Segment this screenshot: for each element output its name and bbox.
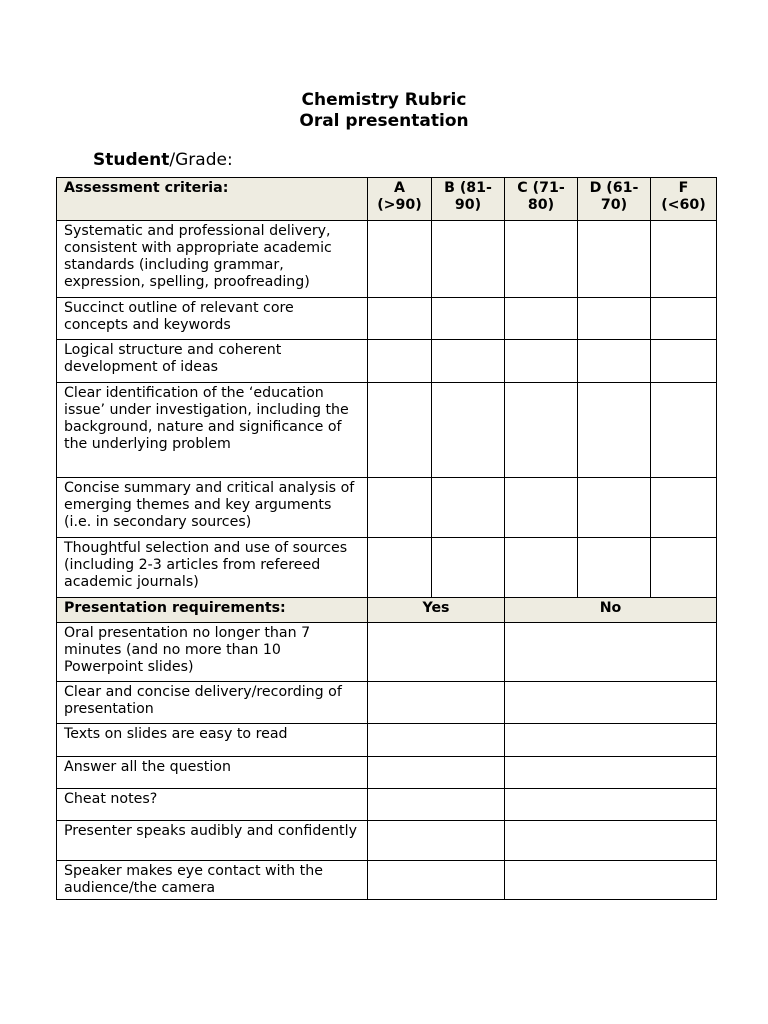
no-cell[interactable]	[505, 789, 717, 821]
no-cell[interactable]	[505, 821, 717, 861]
grade-cell-d[interactable]	[578, 383, 651, 478]
no-cell[interactable]	[505, 682, 717, 724]
grade-header-a: A (>90)	[368, 178, 432, 221]
grade-cell-a[interactable]	[368, 221, 432, 298]
no-cell[interactable]	[505, 623, 717, 682]
grade-cell-d[interactable]	[578, 221, 651, 298]
requirement-row	[57, 789, 717, 821]
criteria-row	[57, 298, 717, 340]
grade-cell-d[interactable]	[578, 478, 651, 538]
student-label: Student	[93, 150, 170, 170]
requirement-text: Texts on slides are easy to read	[57, 724, 368, 757]
no-header: No	[505, 598, 717, 623]
grade-cell-a[interactable]	[368, 383, 432, 478]
criteria-row	[57, 221, 717, 298]
assessment-criteria-header: Assessment criteria:	[57, 178, 368, 221]
criteria-text: Logical structure and coherent development of ideas	[57, 340, 368, 383]
yes-header: Yes	[368, 598, 505, 623]
requirement-row	[57, 757, 717, 789]
grade-cell-b[interactable]	[432, 340, 505, 383]
grade-cell-b[interactable]	[432, 478, 505, 538]
assessment-header-row	[57, 178, 717, 221]
title-line-1: Chemistry Rubric	[301, 90, 467, 110]
grade-cell-b[interactable]	[432, 298, 505, 340]
student-grade-label	[93, 150, 233, 170]
requirements-body	[57, 623, 717, 900]
grade-cell-c[interactable]	[505, 298, 578, 340]
yes-cell[interactable]	[368, 821, 505, 861]
criteria-text: Clear identification of the ‘education issue’ under investigation, including the background, nature and significance of the underlying problem	[57, 383, 368, 478]
grade-cell-c[interactable]	[505, 478, 578, 538]
criteria-row	[57, 340, 717, 383]
yes-cell[interactable]	[368, 623, 505, 682]
grade-header-b: B (81- 90)	[432, 178, 505, 221]
grade-cell-a[interactable]	[368, 478, 432, 538]
grade-cell-d[interactable]	[578, 340, 651, 383]
requirement-text: Speaker makes eye contact with the audience/the camera	[57, 861, 368, 900]
requirement-row	[57, 623, 717, 682]
requirement-row	[57, 821, 717, 861]
requirement-text: Presenter speaks audibly and confidently	[57, 821, 368, 861]
presentation-requirements-header: Presentation requirements:	[57, 598, 368, 623]
grade-cell-b[interactable]	[432, 538, 505, 598]
grade-cell-c[interactable]	[505, 221, 578, 298]
criteria-text: Succinct outline of relevant core concepts and keywords	[57, 298, 368, 340]
grade-cell-c[interactable]	[505, 340, 578, 383]
no-cell[interactable]	[505, 861, 717, 900]
requirement-text: Clear and concise delivery/recording of presentation	[57, 682, 368, 724]
requirement-text: Oral presentation no longer than 7 minutes (and no more than 10 Powerpoint slides)	[57, 623, 368, 682]
grade-cell-f[interactable]	[651, 221, 717, 298]
grade-cell-c[interactable]	[505, 383, 578, 478]
requirement-text: Answer all the question	[57, 757, 368, 789]
grade-cell-a[interactable]	[368, 538, 432, 598]
grade-cell-f[interactable]	[651, 340, 717, 383]
grade-cell-d[interactable]	[578, 298, 651, 340]
grade-cell-f[interactable]	[651, 538, 717, 598]
grade-cell-a[interactable]	[368, 340, 432, 383]
yes-cell[interactable]	[368, 724, 505, 757]
requirements-header-row	[57, 598, 717, 623]
title-line-2: Oral presentation	[299, 111, 469, 131]
grade-label: /Grade:	[169, 150, 233, 170]
grade-header-f: F (<60)	[651, 178, 717, 221]
criteria-row	[57, 538, 717, 598]
document-title	[0, 90, 768, 132]
requirement-row	[57, 861, 717, 900]
criteria-text: Thoughtful selection and use of sources (including 2-3 articles from refereed academic journals)	[57, 538, 368, 598]
grade-cell-d[interactable]	[578, 538, 651, 598]
requirement-row	[57, 682, 717, 724]
criteria-text: Concise summary and critical analysis of emerging themes and key arguments (i.e. in secondary sources)	[57, 478, 368, 538]
criteria-body	[57, 221, 717, 598]
requirement-row	[57, 724, 717, 757]
criteria-text: Systematic and professional delivery, consistent with appropriate academic standards (including grammar, expression, spelling, proofreading)	[57, 221, 368, 298]
grade-cell-b[interactable]	[432, 221, 505, 298]
rubric-table	[56, 177, 717, 900]
grade-cell-f[interactable]	[651, 478, 717, 538]
yes-cell[interactable]	[368, 789, 505, 821]
grade-header-c: C (71- 80)	[505, 178, 578, 221]
yes-cell[interactable]	[368, 757, 505, 789]
grade-cell-a[interactable]	[368, 298, 432, 340]
criteria-row	[57, 478, 717, 538]
criteria-row	[57, 383, 717, 478]
no-cell[interactable]	[505, 724, 717, 757]
grade-cell-c[interactable]	[505, 538, 578, 598]
requirement-text: Cheat notes?	[57, 789, 368, 821]
no-cell[interactable]	[505, 757, 717, 789]
grade-header-d: D (61- 70)	[578, 178, 651, 221]
grade-cell-f[interactable]	[651, 298, 717, 340]
grade-cell-f[interactable]	[651, 383, 717, 478]
yes-cell[interactable]	[368, 682, 505, 724]
grade-cell-b[interactable]	[432, 383, 505, 478]
yes-cell[interactable]	[368, 861, 505, 900]
